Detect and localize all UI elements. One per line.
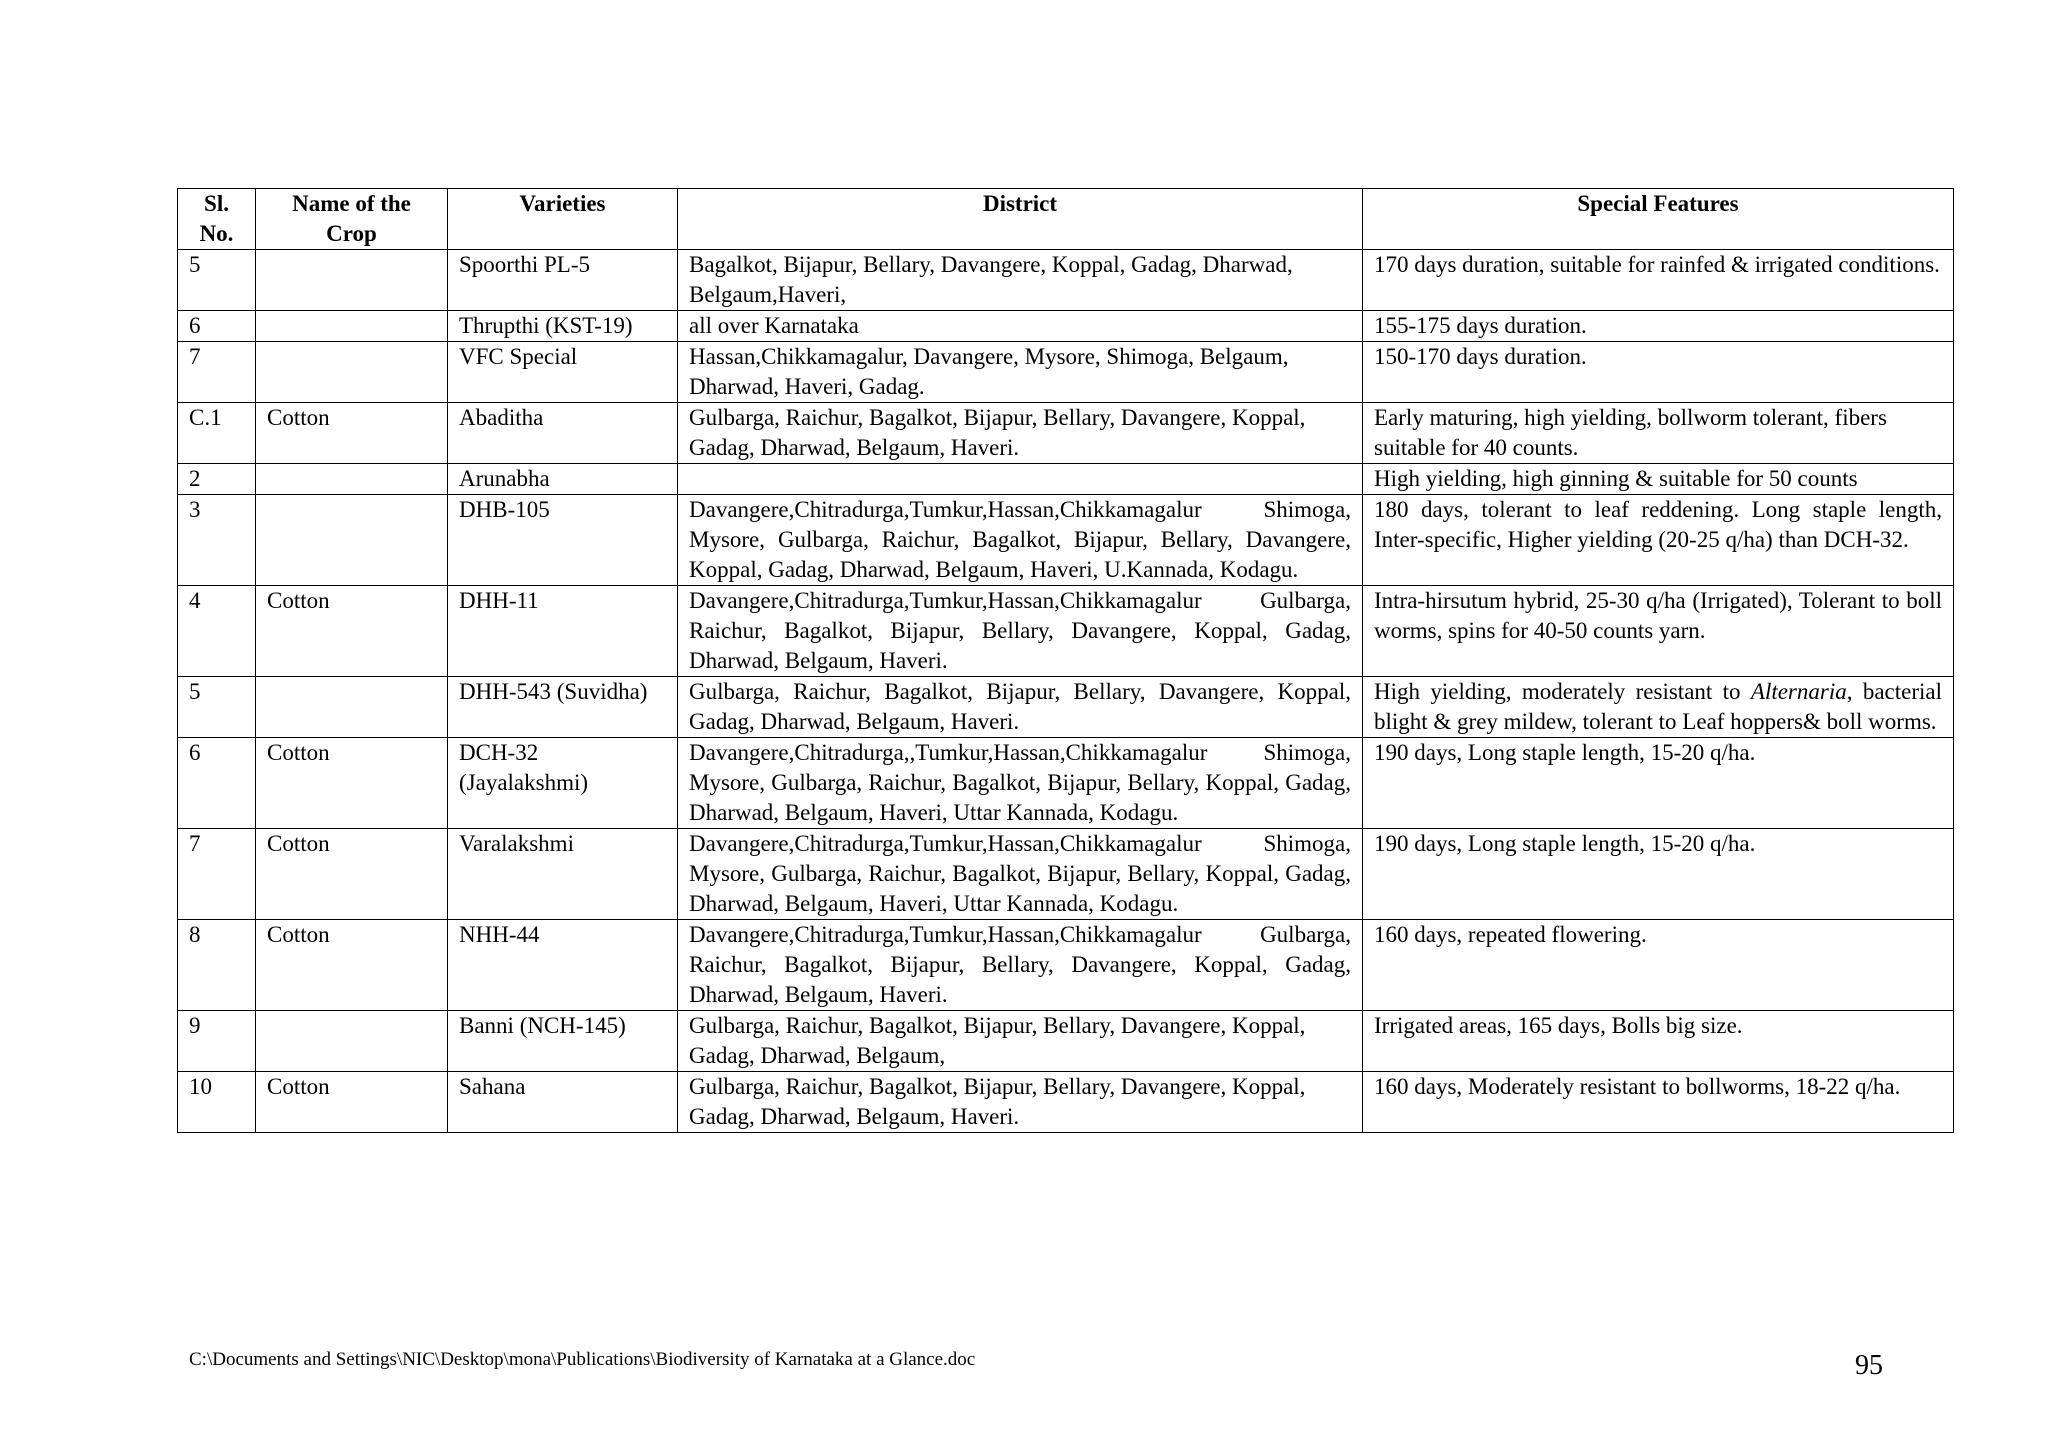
cell-features: Early maturing, high yielding, bollworm tolerant, fibers suitable for 40 counts. [1363,403,1954,464]
footer-file-path: C:\Documents and Settings\NIC\Desktop\mona\Publications\Biodiversity of Karnataka at a Glance.doc [189,1349,976,1370]
table-row [178,464,1954,495]
features-text: High yielding, moderately resistant to [1374,679,1751,704]
cell-features: 170 days duration, suitable for rainfed & irrigated conditions. [1363,250,1954,311]
cell-district: Bagalkot, Bijapur, Bellary, Davangere, Koppal, Gadag, Dharwad, Belgaum,Haveri, [678,250,1363,311]
table-row [178,920,1954,1011]
cell-sl-no: 8 [178,920,256,1011]
cell-crop [256,1011,448,1072]
cell-sl-no: 7 [178,342,256,403]
cell-sl-no: 9 [178,1011,256,1072]
cell-variety: NHH-44 [448,920,678,1011]
table-row [178,342,1954,403]
table-row [178,311,1954,342]
cell-variety: DHB-105 [448,495,678,586]
header-varieties: Varieties [448,189,678,250]
table-row [178,677,1954,738]
cell-district: Davangere,Chitradurga,,Tumkur,Hassan,Chikkamagalur Shimoga, Mysore, Gulbarga, Raichur, Bagalkot, Bijapur, Bellary, Koppal, Gadag, Dharwad, Belgaum, Haveri, Uttar Kannada, Kodagu. [678,738,1363,829]
cell-variety: DHH-543 (Suvidha) [448,677,678,738]
table-row [178,495,1954,586]
cell-crop [256,342,448,403]
cell-district: Davangere,Chitradurga,Tumkur,Hassan,Chikkamagalur Shimoga, Mysore, Gulbarga, Raichur, Bagalkot, Bijapur, Bellary, Davangere, Koppal, Gadag, Dharwad, Belgaum, Haveri, U.Kannada, Kodagu. [678,495,1363,586]
cell-district: Gulbarga, Raichur, Bagalkot, Bijapur, Bellary, Davangere, Koppal, Gadag, Dharwad, Belgaum, Haveri. [678,677,1363,738]
features-italic-text: Alternaria [1750,679,1847,704]
cell-crop [256,677,448,738]
cell-variety: Varalakshmi [448,829,678,920]
cell-sl-no: 6 [178,311,256,342]
cell-crop [256,250,448,311]
cell-features: High yielding, high ginning & suitable for 50 counts [1363,464,1954,495]
cell-district: Davangere,Chitradurga,Tumkur,Hassan,Chikkamagalur Gulbarga, Raichur, Bagalkot, Bijapur, Bellary, Davangere, Koppal, Gadag, Dharwad, Belgaum, Haveri. [678,586,1363,677]
cell-features: Irrigated areas, 165 days, Bolls big size. [1363,1011,1954,1072]
cell-district: Davangere,Chitradurga,Tumkur,Hassan,Chikkamagalur Shimoga, Mysore, Gulbarga, Raichur, Bagalkot, Bijapur, Bellary, Koppal, Gadag, Dharwad, Belgaum, Haveri, Uttar Kannada, Kodagu. [678,829,1363,920]
table-row [178,586,1954,677]
cell-features: 190 days, Long staple length, 15-20 q/ha. [1363,829,1954,920]
table-row [178,403,1954,464]
page-number: 95 [1855,1350,1883,1381]
cell-district: Gulbarga, Raichur, Bagalkot, Bijapur, Bellary, Davangere, Koppal, Gadag, Dharwad, Belgaum, Haveri. [678,1072,1363,1133]
cell-sl-no: 6 [178,738,256,829]
cell-variety: Banni (NCH-145) [448,1011,678,1072]
crop-varieties-table [177,188,1954,1133]
cell-sl-no: 2 [178,464,256,495]
cell-features: 190 days, Long staple length, 15-20 q/ha. [1363,738,1954,829]
cell-sl-no: 3 [178,495,256,586]
cell-features [1363,677,1954,738]
table-row [178,738,1954,829]
cell-crop [256,311,448,342]
cell-variety: Spoorthi PL-5 [448,250,678,311]
cell-crop: Cotton [256,586,448,677]
cell-district: Gulbarga, Raichur, Bagalkot, Bijapur, Bellary, Davangere, Koppal, Gadag, Dharwad, Belgaum, Haveri. [678,403,1363,464]
cell-variety: Thrupthi (KST-19) [448,311,678,342]
header-district: District [678,189,1363,250]
cell-sl-no: 7 [178,829,256,920]
cell-variety: Arunabha [448,464,678,495]
cell-crop: Cotton [256,403,448,464]
cell-variety: VFC Special [448,342,678,403]
cell-features: 155-175 days duration. [1363,311,1954,342]
cell-district: Davangere,Chitradurga,Tumkur,Hassan,Chikkamagalur Gulbarga, Raichur, Bagalkot, Bijapur, Bellary, Davangere, Koppal, Gadag, Dharwad, Belgaum, Haveri. [678,920,1363,1011]
cell-variety: DCH-32 (Jayalakshmi) [448,738,678,829]
cell-district: all over Karnataka [678,311,1363,342]
cell-crop [256,495,448,586]
table-row [178,1011,1954,1072]
cell-variety: Abaditha [448,403,678,464]
cell-crop: Cotton [256,1072,448,1133]
table-header-row [178,189,1954,250]
cell-features: Intra-hirsutum hybrid, 25-30 q/ha (Irrigated), Tolerant to boll worms, spins for 40-50 counts yarn. [1363,586,1954,677]
cell-sl-no: 5 [178,250,256,311]
cell-variety: DHH-11 [448,586,678,677]
features-text: , bacterial blight & grey mildew, tolerant to Leaf hoppers& boll worms. [1374,679,1942,734]
cell-crop [256,464,448,495]
cell-sl-no: 5 [178,677,256,738]
table-row [178,1072,1954,1133]
cell-district: Gulbarga, Raichur, Bagalkot, Bijapur, Bellary, Davangere, Koppal, Gadag, Dharwad, Belgaum, [678,1011,1363,1072]
cell-sl-no: C.1 [178,403,256,464]
cell-variety: Sahana [448,1072,678,1133]
cell-crop: Cotton [256,920,448,1011]
cell-features: 180 days, tolerant to leaf reddening. Long staple length, Inter-specific, Higher yielding (20-25 q/ha) than DCH-32. [1363,495,1954,586]
header-sl-no: Sl. No. [178,189,256,250]
cell-crop: Cotton [256,829,448,920]
cell-crop: Cotton [256,738,448,829]
header-crop: Name of the Crop [256,189,448,250]
cell-features: 160 days, Moderately resistant to bollworms, 18-22 q/ha. [1363,1072,1954,1133]
cell-district [678,464,1363,495]
table-row [178,829,1954,920]
cell-features: 160 days, repeated flowering. [1363,920,1954,1011]
header-special-features: Special Features [1363,189,1954,250]
cell-sl-no: 10 [178,1072,256,1133]
table-row [178,250,1954,311]
cell-sl-no: 4 [178,586,256,677]
cell-features: 150-170 days duration. [1363,342,1954,403]
cell-district: Hassan,Chikkamagalur, Davangere, Mysore, Shimoga, Belgaum, Dharwad, Haveri, Gadag. [678,342,1363,403]
